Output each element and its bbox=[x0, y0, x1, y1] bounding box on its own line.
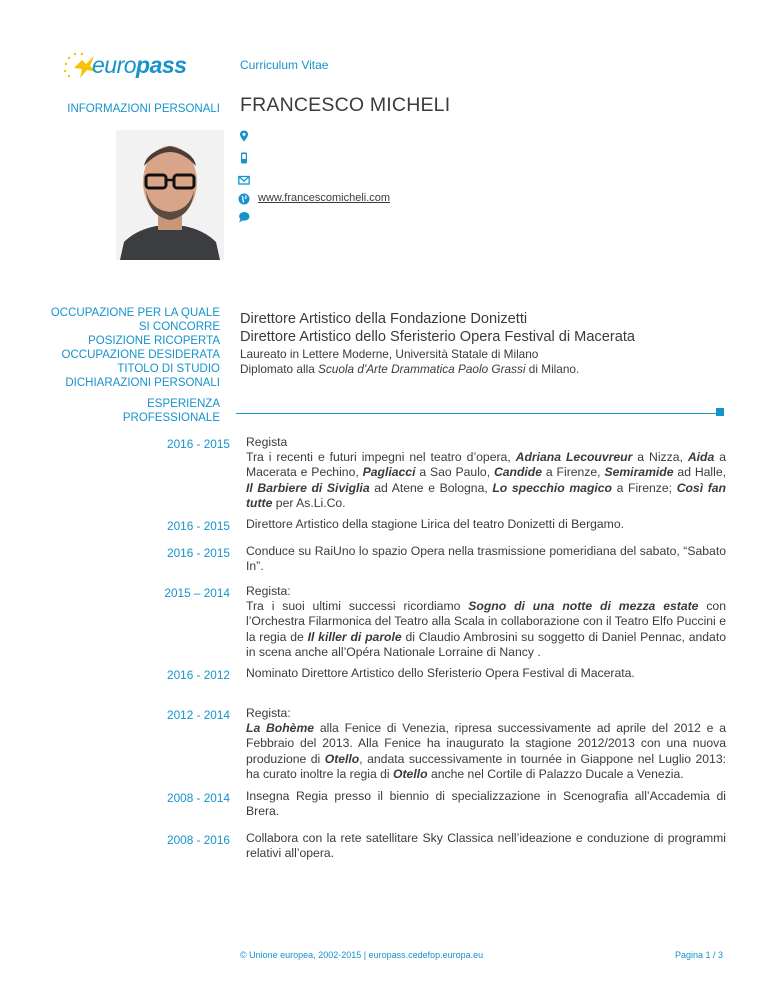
entry-description: Regista Tra i recenti e futuri impegni nel teatro d’opera, Adriana Lecouvreur a Nizza, Aida a Macerata e Pechino, Pagliacci a Sao Paulo, Candide a Firenze, Semiramide ad Halle, Il Barbiere di Siviglia ad Atene e Bologna, Lo specchio magico a Firenze; Così fan tutte per As.Li.Co. bbox=[246, 435, 727, 510]
experience-label: ESPERIENZA PROFESSIONALE bbox=[122, 398, 220, 424]
entry-description: Regista: La Bohème alla Fenice di Venezia, ripresa successivamente ad aprile del 2012 e a Febbraio del 2013. Alla Fenice ha inaugurato la stagione 2012/2013 con una nuova produzione di Otello, andata successivamente in tournée in Giappone nel Luglio 2013: ha curato inoltre la regia di Otello anche nel Cortile di Palazzo Ducale a Venezia. bbox=[246, 706, 726, 781]
entry-date: 2016 - 2015 bbox=[167, 546, 230, 560]
website-link[interactable]: www.francescomicheli.com bbox=[258, 192, 391, 204]
entry-description: Regista: Tra i suoi ultimi successi ricordiamo Sogno di una notte di mezza estate con l’Orchestra Filarmonica del Teatro alla Scala in collaborazione con il Teatro Elfo Puccini e la regia de Il killer di parole di Claudio Ambrosini su soggetto di Daniel Pennac, andato in scena anche all’Opéra Nationale Lorraine di Nancy . bbox=[246, 584, 726, 659]
study-line-1: Laureato in Lettere Moderne, Università Statale di Milano bbox=[240, 347, 539, 361]
entry-date: 2016 - 2012 bbox=[167, 668, 230, 682]
entry-date: 2008 - 2016 bbox=[167, 833, 230, 847]
study-line-2: Diplomato alla Scuola d'Arte Drammatica Paolo Grassi di Milano. bbox=[240, 362, 580, 376]
document-type: Curriculum Vitae bbox=[240, 58, 329, 72]
entry-date: 2008 - 2014 bbox=[167, 791, 230, 805]
logo-text: europass bbox=[92, 52, 187, 78]
occupation-title-2: Direttore Artistico dello Sferisterio Opera Festival di Macerata bbox=[240, 329, 635, 345]
footer-copyright: © Unione europea, 2002-2015 | europass.cedefop.europa.eu bbox=[240, 950, 484, 960]
occupation-label: OCCUPAZIONE PER LA QUALE SI CONCORRE POSIZIONE RICOPERTA OCCUPAZIONE DESIDERATA TITOLO DI STUDIO DICHIARAZIONI PERSONALI bbox=[50, 307, 220, 389]
entry-date: 2016 - 2015 bbox=[167, 519, 230, 533]
phone-icon bbox=[238, 152, 250, 164]
entry-date: 2016 - 2015 bbox=[167, 437, 230, 451]
entry-description: Nominato Direttore Artistico dello Sferisterio Opera Festival di Macerata. bbox=[246, 666, 635, 680]
entry-description: Conduce su RaiUno lo spazio Opera nella trasmissione pomeridiana del sabato, “Sabato In”. bbox=[246, 544, 726, 574]
occupation-title-1: Direttore Artistico della Fondazione Donizetti bbox=[240, 311, 528, 327]
page-number: Pagina 1 / 3 bbox=[674, 950, 723, 960]
website-icon bbox=[238, 193, 250, 205]
candidate-name: FRANCESCO MICHELI bbox=[240, 94, 451, 116]
entry-date: 2012 - 2014 bbox=[167, 708, 230, 722]
section-divider bbox=[236, 413, 716, 414]
location-icon bbox=[238, 130, 250, 142]
entry-date: 2015 – 2014 bbox=[164, 586, 230, 600]
section-divider-marker bbox=[716, 408, 724, 416]
entry-description: Insegna Regia presso il biennio di specializzazione in Scenografia all’Accademia di Brera. bbox=[246, 789, 726, 819]
chat-icon bbox=[238, 211, 250, 223]
candidate-photo bbox=[116, 130, 224, 260]
email-icon bbox=[238, 174, 250, 186]
personal-info-label: INFORMAZIONI PERSONALI bbox=[67, 103, 220, 115]
entry-description: Direttore Artistico della stagione Lirica del teatro Donizetti di Bergamo. bbox=[246, 517, 624, 531]
entry-description: Collabora con la rete satellitare Sky Classica nell’ideazione e conduzione di programmi relativi all’opera. bbox=[246, 831, 726, 861]
